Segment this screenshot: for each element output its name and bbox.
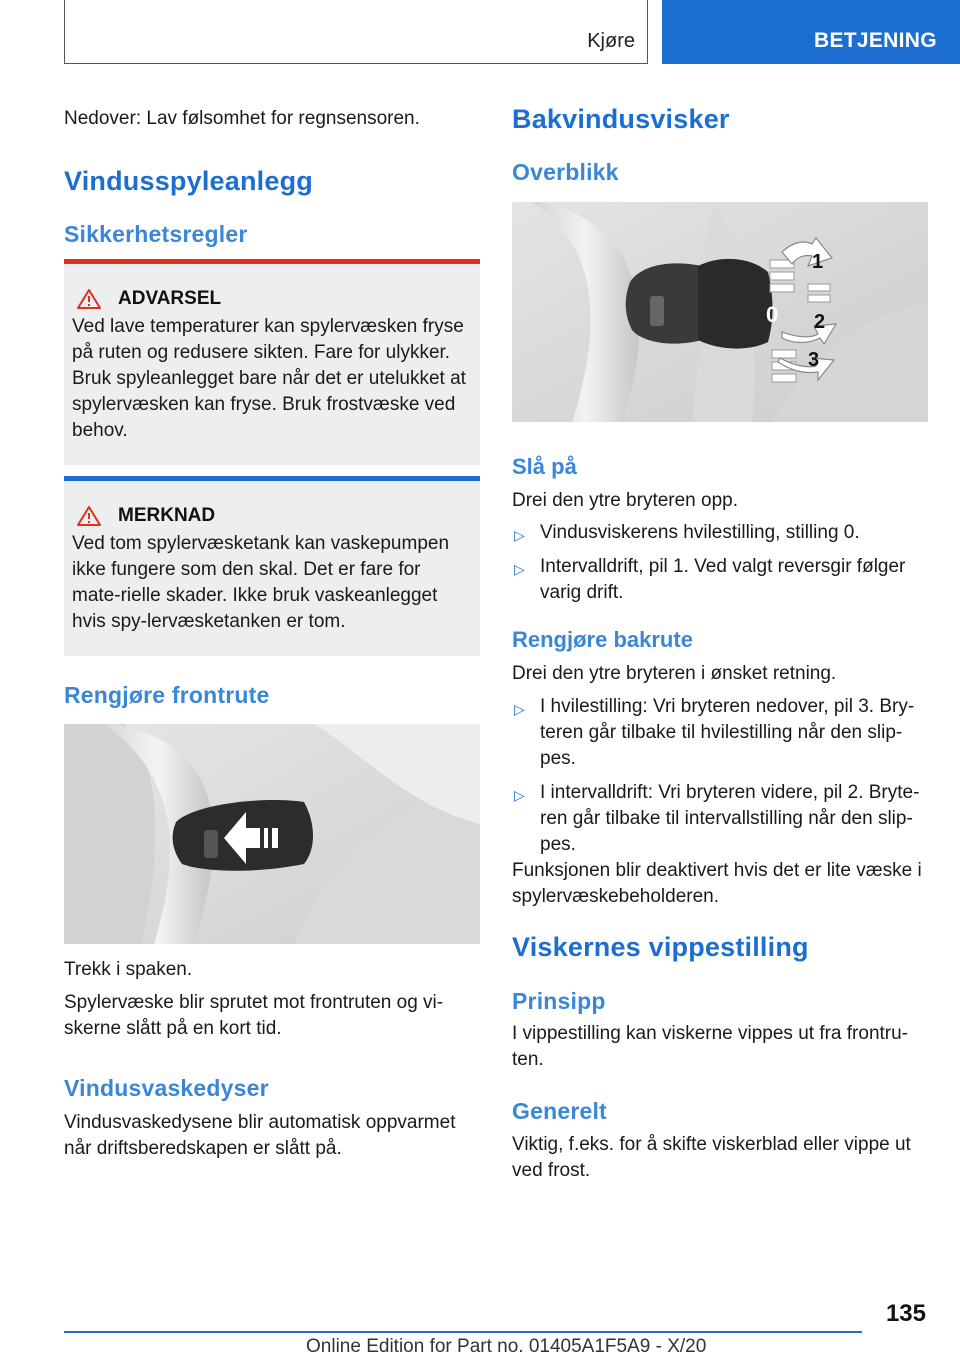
warning-triangle-icon [76,288,102,310]
footer-divider [64,1331,862,1333]
notice-text: Ved tom spylervæsketank kan vaskepumpen ikke fungere som den skal. Det er fare for mate-rielle skader. Ikke bruk vaskeanlegget hvis spy-lervæsketanken er tom. [72,533,450,632]
heading-clean-windscreen: Rengjøre frontrute [64,682,270,708]
figure-rear-wiper-switch [512,202,928,422]
heading-switch-on: Slå på [512,454,577,479]
bullet-triangle-icon: ▷ [514,527,525,543]
bullet-triangle-icon: ▷ [514,701,525,717]
bullet-triangle-icon: ▷ [514,561,525,577]
warning-title: ADVARSEL [118,288,222,309]
switch-on-text: Drei den ytre bryteren opp. [512,490,739,511]
heading-safety-rules: Sikkerhetsregler [64,221,248,247]
notice-triangle-icon [76,505,102,527]
pull-lever-text: Trekk i spaken. [64,959,193,980]
figure-label-3: 3 [808,349,820,371]
notice-title: MERKNAD [118,505,216,526]
header-chapter-box [64,0,648,64]
notice-box [64,476,480,656]
warning-text: Ved lave temperaturer kan spylervæsken fryse på ruten og redusere sikten. Fare for ulykker. Bruk spyleanlegget bare når det er utelukket at spylervæsken kan fryse. Bruk frostvæske ved behov. [72,316,466,441]
header-section-tab: BETJENING [662,0,960,64]
page-number: 135 [885,1300,926,1327]
figure-label-1: 1 [812,251,824,273]
bullet-triangle-icon: ▷ [514,787,525,803]
clean-rear-text: Drei den ytre bryteren i ønsket retning. [512,663,837,684]
list-item: ▷ I hvilestilling: Vri bryteren nedover, pil 3. Bry-teren går tilbake til hvilestilling når den slip-pes. [514,696,915,769]
list-item: ▷ I intervalldrift: Vri bryteren videre, pil 2. Bryte-ren går tilbake til intervallstilling når den slip-pes. [514,782,920,855]
heading-general: Generelt [512,1098,607,1124]
warning-box [64,259,480,465]
principle-text: I vippestilling kan viskerne vippes ut fra frontru-ten. [512,1023,909,1070]
heading-rear-wiper: Bakvindusvisker [512,104,730,134]
list-item: ▷ Vindusviskerens hvilestilling, stilling 0. [512,520,928,546]
heading-clean-rear-window: Rengjøre bakrute [512,627,693,652]
heading-washer-system: Vindusspyleanlegg [64,166,313,196]
footer-edition-text: Online Edition for Part no. 01405A1F5A9 - X/20 [306,1336,707,1357]
spray-text: Spylervæske blir sprutet mot frontruten og vi-skerne slått på en kort tid. [64,992,444,1039]
figure-label-2: 2 [814,311,826,333]
heading-principle: Prinsipp [512,988,606,1014]
figure-label-0: 0 [766,302,779,327]
switch-on-list [512,520,928,614]
intro-text: Nedover: Lav følsomhet for regnsensoren. [64,108,420,129]
heading-washer-nozzles: Vindusvaskedyser [64,1075,269,1101]
figure-wiper-lever-pull [64,724,480,944]
nozzles-text: Vindusvaskedysene blir automatisk oppvarmet når driftsberedskapen er slått på. [64,1112,456,1159]
clean-rear-list [512,694,928,866]
heading-overview: Overblikk [512,159,619,185]
header-chapter: Kjøre [587,30,635,52]
general-text: Viktig, f.eks. for å skifte viskerblad eller vippe ut ved frost. [512,1134,911,1181]
heading-wiper-tilt-position: Viskernes vippestilling [512,932,809,962]
deactivated-text: Funksjonen blir deaktivert hvis det er lite væske i spylervæskebeholderen. [512,860,922,907]
list-item: ▷ Intervalldrift, pil 1. Ved valgt reversgir følger varig drift. [514,556,906,603]
